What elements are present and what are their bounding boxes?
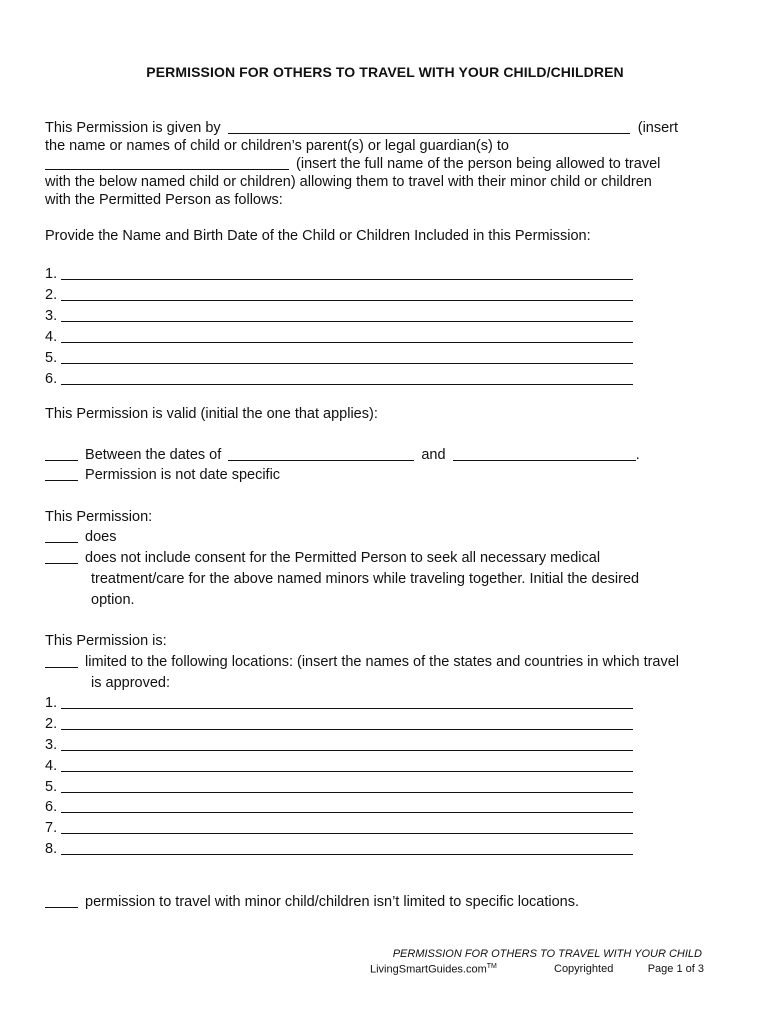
line-number: 8.	[45, 841, 58, 857]
does-not-label: does not include consent for the Permitted Person to seek all necessary medical	[85, 550, 601, 566]
child-line-3	[45, 307, 633, 325]
footer-site	[370, 963, 497, 976]
initial-blank-not-date[interactable]	[45, 466, 78, 481]
not-limited-option	[45, 893, 579, 911]
child-blank-5[interactable]	[61, 349, 633, 364]
limited-cont: is approved:	[91, 675, 170, 691]
intro-line-5: with the Permitted Person as follows:	[45, 192, 283, 208]
insert-full-name-label: (insert the full name of the person being allowed to travel	[296, 156, 661, 172]
line-number: 2.	[45, 716, 58, 732]
location-line-1	[45, 694, 633, 712]
child-blank-1[interactable]	[61, 265, 633, 280]
children-heading: Provide the Name and Birth Date of the Child or Children Included in this Permission:	[45, 228, 591, 244]
line-number: 1.	[45, 266, 58, 282]
medical-cont-2: option.	[91, 592, 135, 608]
limited-label: limited to the following locations: (insert the names of the states and countries in which travel	[85, 654, 680, 670]
line-number: 4.	[45, 329, 58, 345]
footer-page-number: Page 1 of 3	[647, 963, 704, 975]
child-blank-4[interactable]	[61, 328, 633, 343]
intro-line-2: the name or names of child or children’s parent(s) or legal guardian(s) to	[45, 138, 509, 154]
not-date-specific-option	[45, 466, 280, 484]
location-blank-3[interactable]	[61, 736, 633, 751]
medical-cont-1: treatment/care for the above named minors while traveling together. Initial the desired	[91, 571, 640, 587]
line-number: 4.	[45, 758, 58, 774]
location-blank-8[interactable]	[61, 840, 633, 855]
does-label: does	[85, 529, 117, 545]
location-blank-2[interactable]	[61, 715, 633, 730]
insert-label: (insert	[637, 120, 679, 136]
does-not-option	[45, 549, 600, 567]
not-date-specific-label: Permission is not date specific	[85, 467, 281, 483]
child-line-1	[45, 265, 633, 283]
child-line-4	[45, 328, 633, 346]
page-title: PERMISSION FOR OTHERS TO TRAVEL WITH YOUR CHILD/CHILDREN	[146, 64, 624, 80]
footer-site-name: LivingSmartGuides.com	[370, 963, 487, 976]
line-number: 3.	[45, 308, 58, 324]
valid-heading: This Permission is valid (initial the one that applies):	[45, 406, 378, 422]
initial-blank-not-limited[interactable]	[45, 893, 78, 908]
location-blank-5[interactable]	[61, 778, 633, 793]
initial-blank-between[interactable]	[45, 446, 78, 461]
location-blank-7[interactable]	[61, 819, 633, 834]
location-line-8	[45, 840, 633, 858]
line-number: 2.	[45, 287, 58, 303]
intro-line-1	[45, 119, 678, 137]
location-line-3	[45, 736, 633, 754]
line-number: 5.	[45, 779, 58, 795]
line-number: 5.	[45, 350, 58, 366]
child-line-5	[45, 349, 633, 367]
permitted-person-blank[interactable]	[45, 155, 289, 170]
between-label: Between the dates of	[85, 447, 222, 463]
footer-copyrighted: Copyrighted	[554, 963, 614, 975]
medical-heading: This Permission:	[45, 509, 153, 525]
child-blank-2[interactable]	[61, 286, 633, 301]
does-option	[45, 528, 116, 546]
period: .	[635, 447, 640, 463]
line-number: 7.	[45, 820, 58, 836]
given-by-blank[interactable]	[228, 119, 630, 134]
limited-option	[45, 653, 679, 671]
line-number: 6.	[45, 799, 58, 815]
start-date-blank[interactable]	[228, 446, 414, 461]
child-line-6	[45, 370, 633, 388]
intro-line-3	[45, 155, 660, 173]
footer-doc-title: PERMISSION FOR OTHERS TO TRAVEL WITH YOUR CHILD	[392, 948, 702, 960]
location-blank-1[interactable]	[61, 694, 633, 709]
location-blank-4[interactable]	[61, 757, 633, 772]
location-line-2	[45, 715, 633, 733]
line-number: 1.	[45, 695, 58, 711]
child-line-2	[45, 286, 633, 304]
child-blank-6[interactable]	[61, 370, 633, 385]
intro-line-4: with the below named child or children) allowing them to travel with their minor child or children	[45, 174, 652, 190]
location-line-4	[45, 757, 633, 775]
initial-blank-does[interactable]	[45, 528, 78, 543]
location-line-6	[45, 798, 633, 816]
line-number: 6.	[45, 371, 58, 387]
between-dates-option	[45, 446, 640, 464]
initial-blank-limited[interactable]	[45, 653, 78, 668]
and-label: and	[421, 447, 446, 463]
initial-blank-does-not[interactable]	[45, 549, 78, 564]
location-line-5	[45, 778, 633, 796]
not-limited-label: permission to travel with minor child/children isn’t limited to specific locations.	[85, 894, 580, 910]
location-blank-6[interactable]	[61, 798, 633, 813]
trademark-mark: TM	[486, 963, 497, 970]
given-by-label: This Permission is given by	[45, 120, 221, 136]
child-blank-3[interactable]	[61, 307, 633, 322]
end-date-blank[interactable]	[453, 446, 636, 461]
line-number: 3.	[45, 737, 58, 753]
locations-heading: This Permission is:	[45, 633, 167, 649]
location-line-7	[45, 819, 633, 837]
